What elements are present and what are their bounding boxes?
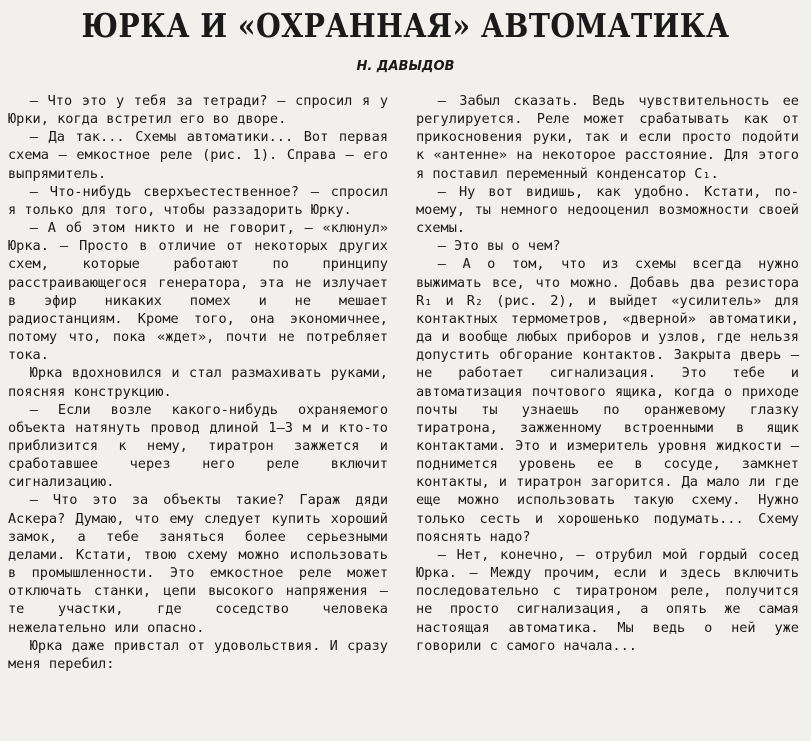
paragraph: — Это вы о чем? bbox=[437, 238, 561, 255]
paragraph: — Что это за объекты такие? Гараж дяди Аскера? Думаю, что ему следует купить хороший замок, а тебе заняться более серьезными делами. Кстати, твою схему можно использовать в промышленности. Это емкостное реле может отключать станки, цепи высокого напряжения — те участки, где соседство человека нежелательно или опасно. bbox=[8, 492, 388, 636]
paragraph: — Да так... Схемы автоматики... Вот первая схема — емкостное реле (рис. 1). Справа — его выпрямитель. bbox=[8, 129, 388, 182]
paragraph: — Забыл сказать. Ведь чувствительность ее регулируется. Реле может срабатывать как от прикосновения руки, так и если просто подойти к «антенне» на некоторое расстояние. Для этого я поставил переменный конденсатор C₁. bbox=[416, 93, 799, 182]
article-author: Н. ДАВЫДОВ bbox=[356, 59, 455, 74]
paragraph: — А о том, что из схемы всегда нужно выжимать все, что можно. Добавь два резистора R₁ и R₂ (рис. 2), и выйдет «усилитель» для контактных термометров, «дверной» автоматики, да и вообще любых приборов и узлов, где нельзя допустить обгорание контактов. Закрыта дверь — не работает сигнализация. Это тебе и автоматизация почтового ящика, когда о приходе почты ты узнаешь по оранжевому глазку тиратрона, зажженному встроенными в ящик контактами. Это и измеритель уровня жидкости — поднимется уровень ее в сосуде, замкнет контакты, и тиратрон загорится. Да мало ли где еще можно использовать такую схему. Нужно только сесть и хорошенько подумать... Схему пояснять надо? bbox=[416, 256, 799, 545]
paragraph: — Ну вот видишь, как удобно. Кстати, по-моему, ты немного недооценил возможности своей схемы. bbox=[416, 183, 799, 237]
paragraph: Юрка даже привстал от удовольствия. И сразу меня перебил: bbox=[8, 637, 388, 672]
paragraph: — А об этом никто и не говорит, — «клюнул» Юрка. — Просто в отличие от некоторых других схем, которые работают по принципу расстраивающегося генератора, эта не излучает в эфир никаких помех и не мешает радиостанциям. Кроме того, она экономичнее, потому что, пока «ждет», почти не потребляет тока. bbox=[8, 220, 388, 364]
right-column bbox=[416, 92, 799, 655]
paragraph: — Что это у тебя за тетради? — спросил я у Юрки, когда встретил его во дворе. bbox=[8, 93, 388, 128]
paragraph: — Нет, конечно, — отрубил мой гордый сосед Юрка. — Между прочим, если и здесь включить последовательно с тиратроном реле, получится не просто сигнализация, а опять же самая настоящая автоматика. Мы ведь о ней уже говорили с самого начала... bbox=[416, 546, 799, 654]
left-column bbox=[8, 92, 388, 673]
paragraph: — Если возле какого-нибудь охраняемого объекта натянуть провод длиной 1—3 м и кто-то приблизится к нему, тиратрон зажжется и сработавшее через него реле включит сигнализацию. bbox=[8, 401, 388, 491]
article-title: ЮРКА И «ОХРАННАЯ» АВТОМАТИКА bbox=[81, 6, 730, 45]
paragraph: Юрка вдохновился и стал размахивать руками, поясняя конструкцию. bbox=[8, 365, 388, 400]
paragraph: — Что-нибудь сверхъестественное? — спросил я только для того, чтобы раззадорить Юрку. bbox=[8, 183, 388, 218]
